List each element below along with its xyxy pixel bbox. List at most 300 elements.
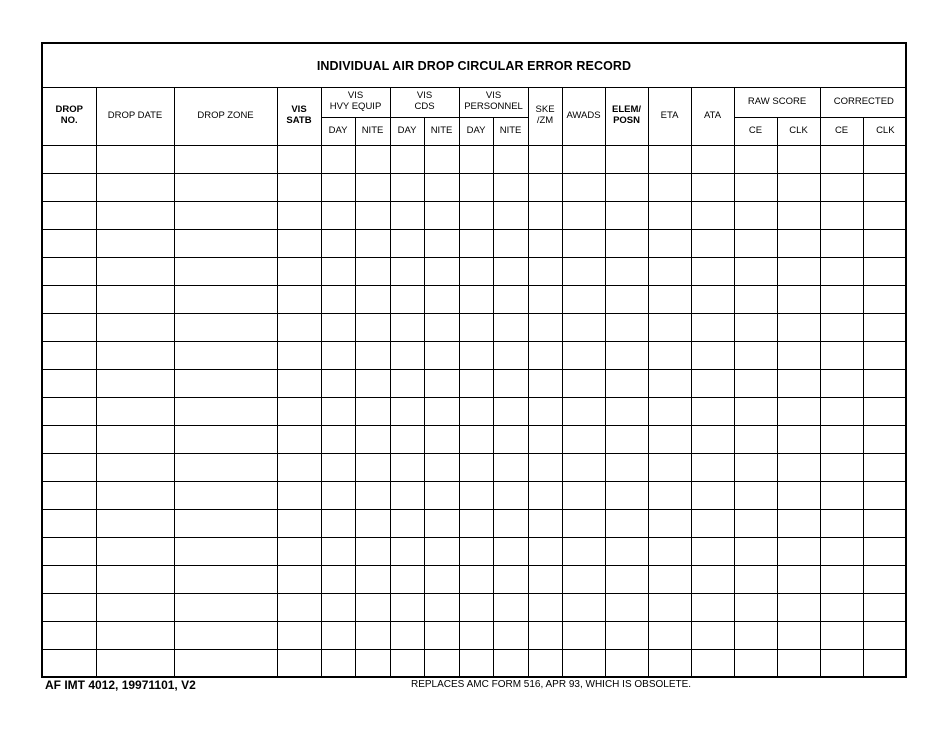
table-cell[interactable] — [734, 509, 777, 537]
table-cell[interactable] — [562, 537, 605, 565]
table-cell[interactable] — [277, 397, 321, 425]
table-cell[interactable] — [863, 481, 907, 509]
table-cell[interactable] — [43, 201, 96, 229]
table-cell[interactable] — [562, 229, 605, 257]
table-cell[interactable] — [321, 425, 355, 453]
table-cell[interactable] — [355, 201, 390, 229]
table-cell[interactable] — [777, 593, 820, 621]
table-cell[interactable] — [355, 593, 390, 621]
table-cell[interactable] — [43, 229, 96, 257]
table-cell[interactable] — [424, 341, 459, 369]
table-cell[interactable] — [734, 313, 777, 341]
table-cell[interactable] — [174, 565, 277, 593]
table-cell[interactable] — [562, 201, 605, 229]
table-cell[interactable] — [605, 173, 648, 201]
table-cell[interactable] — [648, 201, 691, 229]
table-cell[interactable] — [648, 481, 691, 509]
table-cell[interactable] — [174, 229, 277, 257]
table-cell[interactable] — [863, 229, 907, 257]
table-cell[interactable] — [562, 481, 605, 509]
table-cell[interactable] — [691, 593, 734, 621]
table-cell[interactable] — [43, 453, 96, 481]
table-cell[interactable] — [734, 285, 777, 313]
table-cell[interactable] — [277, 341, 321, 369]
table-cell[interactable] — [424, 369, 459, 397]
table-cell[interactable] — [424, 537, 459, 565]
table-cell[interactable] — [390, 313, 424, 341]
table-cell[interactable] — [321, 453, 355, 481]
table-cell[interactable] — [734, 397, 777, 425]
table-cell[interactable] — [277, 509, 321, 537]
table-cell[interactable] — [605, 285, 648, 313]
table-cell[interactable] — [96, 397, 174, 425]
table-cell[interactable] — [648, 285, 691, 313]
table-cell[interactable] — [820, 509, 863, 537]
table-cell[interactable] — [96, 229, 174, 257]
table-cell[interactable] — [96, 593, 174, 621]
table-cell[interactable] — [777, 649, 820, 677]
table-cell[interactable] — [321, 509, 355, 537]
table-cell[interactable] — [605, 453, 648, 481]
table-cell[interactable] — [390, 649, 424, 677]
table-cell[interactable] — [174, 369, 277, 397]
table-cell[interactable] — [459, 369, 493, 397]
table-cell[interactable] — [355, 341, 390, 369]
table-cell[interactable] — [277, 425, 321, 453]
table-cell[interactable] — [459, 621, 493, 649]
table-cell[interactable] — [777, 341, 820, 369]
table-cell[interactable] — [321, 537, 355, 565]
table-cell[interactable] — [43, 285, 96, 313]
table-cell[interactable] — [820, 425, 863, 453]
table-cell[interactable] — [390, 229, 424, 257]
table-cell[interactable] — [528, 537, 562, 565]
table-cell[interactable] — [277, 229, 321, 257]
table-cell[interactable] — [820, 313, 863, 341]
table-cell[interactable] — [424, 649, 459, 677]
table-cell[interactable] — [777, 285, 820, 313]
table-cell[interactable] — [459, 201, 493, 229]
table-cell[interactable] — [459, 481, 493, 509]
table-cell[interactable] — [277, 649, 321, 677]
table-cell[interactable] — [777, 229, 820, 257]
table-cell[interactable] — [390, 481, 424, 509]
table-cell[interactable] — [528, 257, 562, 285]
table-cell[interactable] — [691, 173, 734, 201]
table-cell[interactable] — [493, 425, 528, 453]
table-cell[interactable] — [691, 621, 734, 649]
table-cell[interactable] — [174, 649, 277, 677]
table-cell[interactable] — [174, 173, 277, 201]
table-cell[interactable] — [96, 425, 174, 453]
table-cell[interactable] — [321, 397, 355, 425]
table-cell[interactable] — [734, 453, 777, 481]
table-cell[interactable] — [863, 649, 907, 677]
table-cell[interactable] — [43, 649, 96, 677]
table-cell[interactable] — [43, 593, 96, 621]
table-cell[interactable] — [820, 341, 863, 369]
table-cell[interactable] — [424, 145, 459, 173]
table-cell[interactable] — [648, 313, 691, 341]
table-cell[interactable] — [528, 173, 562, 201]
table-cell[interactable] — [174, 341, 277, 369]
table-cell[interactable] — [424, 593, 459, 621]
table-cell[interactable] — [691, 229, 734, 257]
table-cell[interactable] — [43, 145, 96, 173]
table-cell[interactable] — [493, 649, 528, 677]
table-cell[interactable] — [605, 509, 648, 537]
table-cell[interactable] — [277, 201, 321, 229]
table-cell[interactable] — [648, 509, 691, 537]
table-cell[interactable] — [691, 481, 734, 509]
table-cell[interactable] — [390, 565, 424, 593]
table-cell[interactable] — [459, 509, 493, 537]
table-cell[interactable] — [648, 621, 691, 649]
table-cell[interactable] — [43, 313, 96, 341]
table-cell[interactable] — [528, 509, 562, 537]
table-cell[interactable] — [493, 145, 528, 173]
table-cell[interactable] — [691, 285, 734, 313]
table-cell[interactable] — [424, 453, 459, 481]
table-cell[interactable] — [390, 145, 424, 173]
table-cell[interactable] — [390, 593, 424, 621]
table-cell[interactable] — [863, 397, 907, 425]
table-cell[interactable] — [424, 621, 459, 649]
table-cell[interactable] — [820, 537, 863, 565]
table-cell[interactable] — [648, 453, 691, 481]
table-cell[interactable] — [528, 201, 562, 229]
table-cell[interactable] — [174, 145, 277, 173]
table-cell[interactable] — [528, 369, 562, 397]
table-cell[interactable] — [390, 285, 424, 313]
table-cell[interactable] — [820, 593, 863, 621]
table-cell[interactable] — [43, 509, 96, 537]
table-cell[interactable] — [820, 453, 863, 481]
table-cell[interactable] — [321, 621, 355, 649]
table-cell[interactable] — [605, 369, 648, 397]
table-cell[interactable] — [459, 649, 493, 677]
table-cell[interactable] — [734, 145, 777, 173]
table-cell[interactable] — [355, 425, 390, 453]
table-cell[interactable] — [777, 453, 820, 481]
table-cell[interactable] — [777, 565, 820, 593]
table-cell[interactable] — [493, 201, 528, 229]
table-cell[interactable] — [43, 369, 96, 397]
table-cell[interactable] — [777, 621, 820, 649]
table-cell[interactable] — [277, 173, 321, 201]
table-cell[interactable] — [820, 145, 863, 173]
table-cell[interactable] — [459, 593, 493, 621]
table-cell[interactable] — [734, 565, 777, 593]
table-cell[interactable] — [562, 593, 605, 621]
table-cell[interactable] — [277, 453, 321, 481]
table-cell[interactable] — [562, 341, 605, 369]
table-cell[interactable] — [321, 313, 355, 341]
table-cell[interactable] — [605, 341, 648, 369]
table-cell[interactable] — [424, 201, 459, 229]
table-cell[interactable] — [96, 509, 174, 537]
table-cell[interactable] — [734, 369, 777, 397]
table-cell[interactable] — [174, 453, 277, 481]
table-cell[interactable] — [734, 173, 777, 201]
table-cell[interactable] — [321, 593, 355, 621]
table-cell[interactable] — [43, 621, 96, 649]
table-cell[interactable] — [562, 173, 605, 201]
table-cell[interactable] — [493, 621, 528, 649]
table-cell[interactable] — [691, 341, 734, 369]
table-cell[interactable] — [691, 565, 734, 593]
table-cell[interactable] — [648, 425, 691, 453]
table-cell[interactable] — [174, 537, 277, 565]
table-cell[interactable] — [424, 509, 459, 537]
table-cell[interactable] — [734, 537, 777, 565]
table-cell[interactable] — [648, 173, 691, 201]
table-cell[interactable] — [96, 313, 174, 341]
table-cell[interactable] — [648, 341, 691, 369]
table-cell[interactable] — [277, 257, 321, 285]
table-cell[interactable] — [562, 369, 605, 397]
table-cell[interactable] — [777, 173, 820, 201]
table-cell[interactable] — [43, 257, 96, 285]
table-cell[interactable] — [390, 201, 424, 229]
table-cell[interactable] — [277, 145, 321, 173]
table-cell[interactable] — [96, 257, 174, 285]
table-cell[interactable] — [605, 257, 648, 285]
table-cell[interactable] — [562, 509, 605, 537]
table-cell[interactable] — [355, 285, 390, 313]
table-cell[interactable] — [355, 649, 390, 677]
table-cell[interactable] — [691, 649, 734, 677]
table-cell[interactable] — [174, 201, 277, 229]
table-cell[interactable] — [863, 201, 907, 229]
table-cell[interactable] — [96, 453, 174, 481]
table-cell[interactable] — [528, 453, 562, 481]
table-cell[interactable] — [459, 397, 493, 425]
table-cell[interactable] — [390, 341, 424, 369]
table-cell[interactable] — [734, 593, 777, 621]
table-cell[interactable] — [820, 565, 863, 593]
table-cell[interactable] — [605, 145, 648, 173]
table-cell[interactable] — [459, 537, 493, 565]
table-cell[interactable] — [459, 425, 493, 453]
table-cell[interactable] — [605, 201, 648, 229]
table-cell[interactable] — [355, 145, 390, 173]
table-cell[interactable] — [820, 369, 863, 397]
table-cell[interactable] — [605, 593, 648, 621]
table-cell[interactable] — [174, 509, 277, 537]
table-cell[interactable] — [390, 509, 424, 537]
table-cell[interactable] — [321, 341, 355, 369]
table-cell[interactable] — [459, 285, 493, 313]
table-cell[interactable] — [863, 509, 907, 537]
table-cell[interactable] — [528, 285, 562, 313]
table-cell[interactable] — [863, 453, 907, 481]
table-cell[interactable] — [605, 229, 648, 257]
table-cell[interactable] — [734, 341, 777, 369]
table-cell[interactable] — [493, 285, 528, 313]
table-cell[interactable] — [605, 621, 648, 649]
table-cell[interactable] — [863, 621, 907, 649]
table-cell[interactable] — [174, 425, 277, 453]
table-cell[interactable] — [691, 145, 734, 173]
table-cell[interactable] — [863, 313, 907, 341]
table-cell[interactable] — [734, 257, 777, 285]
table-cell[interactable] — [355, 453, 390, 481]
table-cell[interactable] — [390, 453, 424, 481]
table-cell[interactable] — [820, 481, 863, 509]
table-cell[interactable] — [562, 649, 605, 677]
table-cell[interactable] — [691, 369, 734, 397]
table-cell[interactable] — [459, 229, 493, 257]
table-cell[interactable] — [424, 565, 459, 593]
table-cell[interactable] — [43, 565, 96, 593]
table-cell[interactable] — [277, 621, 321, 649]
table-cell[interactable] — [605, 537, 648, 565]
table-cell[interactable] — [174, 257, 277, 285]
table-cell[interactable] — [424, 257, 459, 285]
table-cell[interactable] — [605, 313, 648, 341]
table-cell[interactable] — [355, 229, 390, 257]
table-cell[interactable] — [528, 341, 562, 369]
table-cell[interactable] — [493, 397, 528, 425]
table-cell[interactable] — [321, 481, 355, 509]
table-cell[interactable] — [562, 397, 605, 425]
table-cell[interactable] — [691, 425, 734, 453]
table-cell[interactable] — [355, 621, 390, 649]
table-cell[interactable] — [424, 481, 459, 509]
table-cell[interactable] — [96, 173, 174, 201]
table-cell[interactable] — [863, 537, 907, 565]
table-cell[interactable] — [528, 425, 562, 453]
table-cell[interactable] — [528, 481, 562, 509]
table-cell[interactable] — [734, 425, 777, 453]
table-cell[interactable] — [96, 201, 174, 229]
table-cell[interactable] — [493, 369, 528, 397]
table-cell[interactable] — [43, 341, 96, 369]
table-cell[interactable] — [493, 481, 528, 509]
table-cell[interactable] — [459, 565, 493, 593]
table-cell[interactable] — [734, 621, 777, 649]
table-cell[interactable] — [96, 341, 174, 369]
table-cell[interactable] — [355, 481, 390, 509]
table-cell[interactable] — [820, 397, 863, 425]
table-cell[interactable] — [459, 145, 493, 173]
table-cell[interactable] — [355, 537, 390, 565]
table-cell[interactable] — [863, 285, 907, 313]
table-cell[interactable] — [691, 397, 734, 425]
table-cell[interactable] — [863, 425, 907, 453]
table-cell[interactable] — [96, 565, 174, 593]
table-cell[interactable] — [528, 229, 562, 257]
table-cell[interactable] — [863, 341, 907, 369]
table-cell[interactable] — [459, 341, 493, 369]
table-cell[interactable] — [174, 313, 277, 341]
table-cell[interactable] — [777, 145, 820, 173]
table-cell[interactable] — [648, 537, 691, 565]
table-cell[interactable] — [277, 481, 321, 509]
table-cell[interactable] — [459, 257, 493, 285]
table-cell[interactable] — [424, 229, 459, 257]
table-cell[interactable] — [96, 537, 174, 565]
table-cell[interactable] — [390, 537, 424, 565]
table-cell[interactable] — [528, 313, 562, 341]
table-cell[interactable] — [691, 201, 734, 229]
table-cell[interactable] — [528, 593, 562, 621]
table-cell[interactable] — [691, 313, 734, 341]
table-cell[interactable] — [734, 229, 777, 257]
table-cell[interactable] — [528, 145, 562, 173]
table-cell[interactable] — [424, 173, 459, 201]
table-cell[interactable] — [390, 369, 424, 397]
table-cell[interactable] — [863, 173, 907, 201]
table-cell[interactable] — [777, 425, 820, 453]
table-cell[interactable] — [648, 369, 691, 397]
table-cell[interactable] — [734, 649, 777, 677]
table-cell[interactable] — [648, 649, 691, 677]
table-cell[interactable] — [43, 481, 96, 509]
table-cell[interactable] — [321, 369, 355, 397]
table-cell[interactable] — [562, 425, 605, 453]
table-cell[interactable] — [43, 537, 96, 565]
table-cell[interactable] — [777, 313, 820, 341]
table-cell[interactable] — [863, 565, 907, 593]
table-cell[interactable] — [493, 509, 528, 537]
table-cell[interactable] — [424, 285, 459, 313]
table-cell[interactable] — [174, 285, 277, 313]
table-cell[interactable] — [493, 537, 528, 565]
table-cell[interactable] — [493, 173, 528, 201]
table-cell[interactable] — [820, 285, 863, 313]
table-cell[interactable] — [355, 369, 390, 397]
table-cell[interactable] — [777, 257, 820, 285]
table-cell[interactable] — [691, 509, 734, 537]
table-cell[interactable] — [390, 621, 424, 649]
table-cell[interactable] — [691, 537, 734, 565]
table-cell[interactable] — [277, 285, 321, 313]
table-cell[interactable] — [648, 397, 691, 425]
table-cell[interactable] — [777, 397, 820, 425]
table-cell[interactable] — [321, 145, 355, 173]
table-cell[interactable] — [605, 565, 648, 593]
table-cell[interactable] — [459, 453, 493, 481]
table-cell[interactable] — [96, 145, 174, 173]
table-cell[interactable] — [562, 313, 605, 341]
table-cell[interactable] — [863, 593, 907, 621]
table-cell[interactable] — [174, 593, 277, 621]
table-cell[interactable] — [459, 173, 493, 201]
table-cell[interactable] — [493, 229, 528, 257]
table-cell[interactable] — [424, 425, 459, 453]
table-cell[interactable] — [424, 313, 459, 341]
table-cell[interactable] — [734, 481, 777, 509]
table-cell[interactable] — [96, 621, 174, 649]
table-cell[interactable] — [459, 313, 493, 341]
table-cell[interactable] — [277, 537, 321, 565]
table-cell[interactable] — [562, 621, 605, 649]
table-cell[interactable] — [355, 257, 390, 285]
table-cell[interactable] — [648, 229, 691, 257]
table-cell[interactable] — [355, 565, 390, 593]
table-cell[interactable] — [562, 285, 605, 313]
table-cell[interactable] — [355, 509, 390, 537]
table-cell[interactable] — [605, 425, 648, 453]
table-cell[interactable] — [321, 649, 355, 677]
table-cell[interactable] — [493, 453, 528, 481]
table-cell[interactable] — [355, 397, 390, 425]
table-cell[interactable] — [43, 397, 96, 425]
table-cell[interactable] — [321, 257, 355, 285]
table-cell[interactable] — [562, 145, 605, 173]
